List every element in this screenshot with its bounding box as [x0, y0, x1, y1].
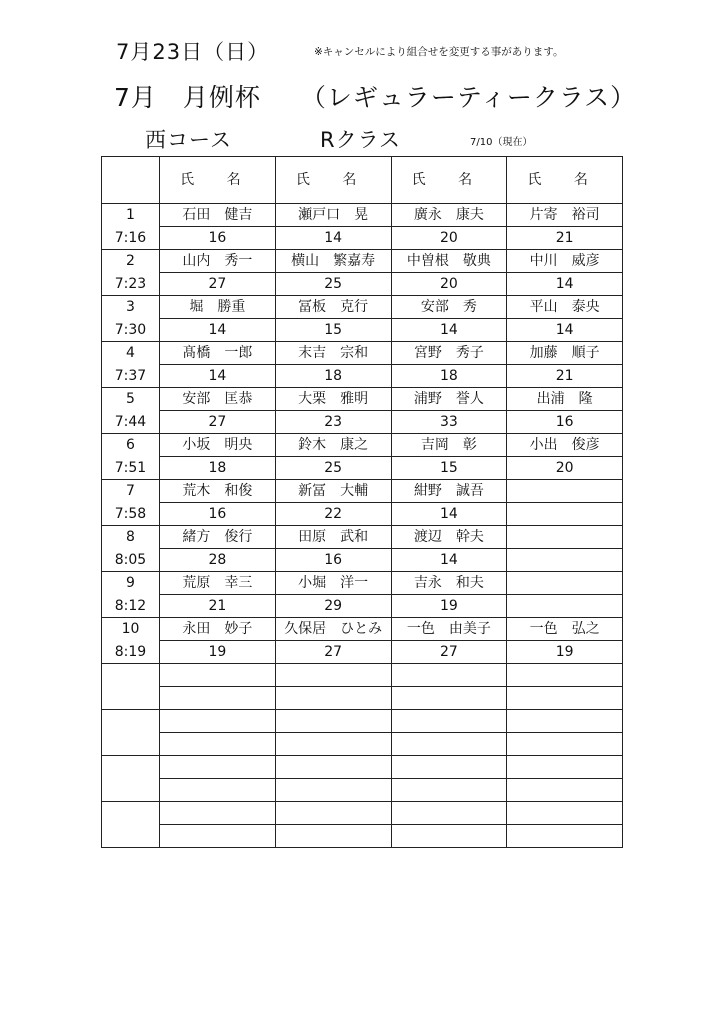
- player-handicap: 25: [275, 273, 391, 296]
- player-handicap: [160, 779, 276, 802]
- group-number: 4: [102, 342, 160, 365]
- group-name-row: [102, 250, 623, 273]
- player-name: 末吉 宗和: [275, 342, 391, 365]
- pairing-table: [101, 156, 623, 848]
- player-handicap: 20: [391, 227, 507, 250]
- player-name: 田原 武和: [275, 526, 391, 549]
- group-number: 2: [102, 250, 160, 273]
- group-number: [102, 802, 160, 825]
- player-name: 一色 弘之: [507, 618, 623, 641]
- player-name: 新冨 大輔: [275, 480, 391, 503]
- player-name: [160, 664, 276, 687]
- player-name: 吉岡 彰: [391, 434, 507, 457]
- player-handicap: 14: [391, 549, 507, 572]
- player-handicap: [275, 825, 391, 848]
- player-name: [160, 802, 276, 825]
- player-name: 冨板 克行: [275, 296, 391, 319]
- player-name: 廣永 康夫: [391, 204, 507, 227]
- player-name: [391, 664, 507, 687]
- player-handicap: 27: [275, 641, 391, 664]
- group-name-row: [102, 342, 623, 365]
- player-handicap: 14: [160, 319, 276, 342]
- player-name: [275, 756, 391, 779]
- player-handicap: [507, 549, 623, 572]
- group-number: [102, 710, 160, 733]
- player-name: [507, 480, 623, 503]
- player-name: 大栗 雅明: [275, 388, 391, 411]
- title-event: 月例杯: [182, 83, 261, 112]
- player-handicap: 14: [275, 227, 391, 250]
- as-of-date: 7/10（現在）: [470, 137, 533, 148]
- player-name: 永田 妙子: [160, 618, 276, 641]
- player-name: 一色 由美子: [391, 618, 507, 641]
- player-name: 片寄 裕司: [507, 204, 623, 227]
- player-handicap: 22: [275, 503, 391, 526]
- player-name: [391, 710, 507, 733]
- player-name: [275, 664, 391, 687]
- group-score-row: [102, 457, 623, 480]
- player-handicap: 19: [160, 641, 276, 664]
- player-name: 浦野 誉人: [391, 388, 507, 411]
- table-header-row: [102, 157, 623, 204]
- player-handicap: 16: [160, 227, 276, 250]
- event-date: 7月23日（日）: [116, 40, 270, 64]
- group-number: 7: [102, 480, 160, 503]
- player-name: 小出 俊彦: [507, 434, 623, 457]
- player-handicap: 29: [275, 595, 391, 618]
- group-number: [102, 756, 160, 779]
- group-number: 10: [102, 618, 160, 641]
- player-handicap: [507, 733, 623, 756]
- player-handicap: 21: [507, 227, 623, 250]
- player-name: [275, 802, 391, 825]
- group-number: 5: [102, 388, 160, 411]
- tee-time: 8:05: [102, 549, 160, 572]
- player-handicap: 14: [507, 273, 623, 296]
- player-name: 髙橋 一郎: [160, 342, 276, 365]
- tee-time: [102, 733, 160, 756]
- change-notice: ※キャンセルにより組合せを変更する事があります。: [314, 46, 564, 58]
- player-handicap: 28: [160, 549, 276, 572]
- tee-time: [102, 779, 160, 802]
- tee-time: 7:37: [102, 365, 160, 388]
- player-handicap: 25: [275, 457, 391, 480]
- player-handicap: 14: [507, 319, 623, 342]
- player-name: 鈴木 康之: [275, 434, 391, 457]
- group-name-row: [102, 710, 623, 733]
- player-handicap: [507, 779, 623, 802]
- player-handicap: 23: [275, 411, 391, 434]
- player-name: 横山 繁嘉寿: [275, 250, 391, 273]
- player-handicap: 14: [391, 503, 507, 526]
- player-handicap: [391, 733, 507, 756]
- page-title: [114, 78, 636, 114]
- player-name: [160, 756, 276, 779]
- player-name: 宮野 秀子: [391, 342, 507, 365]
- player-handicap: 33: [391, 411, 507, 434]
- player-name: [391, 756, 507, 779]
- tee-time: 7:16: [102, 227, 160, 250]
- player-name: 安部 匡恭: [160, 388, 276, 411]
- group-name-row: [102, 526, 623, 549]
- player-name: 荒木 和俊: [160, 480, 276, 503]
- group-score-row: [102, 641, 623, 664]
- player-handicap: [391, 779, 507, 802]
- group-score-row: [102, 825, 623, 848]
- column-header-name: 氏 名: [391, 157, 507, 204]
- tee-time: 8:12: [102, 595, 160, 618]
- player-name: 小堀 洋一: [275, 572, 391, 595]
- group-name-row: [102, 434, 623, 457]
- player-name: [507, 664, 623, 687]
- group-score-row: [102, 687, 623, 710]
- column-header-name: 氏 名: [275, 157, 391, 204]
- class-label: Rクラス: [320, 128, 401, 152]
- player-handicap: [507, 687, 623, 710]
- tee-time: 7:23: [102, 273, 160, 296]
- player-name: 石田 健吉: [160, 204, 276, 227]
- group-name-row: [102, 756, 623, 779]
- player-name: [507, 710, 623, 733]
- player-name: 小坂 明央: [160, 434, 276, 457]
- player-name: 渡辺 幹夫: [391, 526, 507, 549]
- player-handicap: [507, 825, 623, 848]
- player-handicap: [160, 687, 276, 710]
- player-handicap: 18: [160, 457, 276, 480]
- player-handicap: 27: [160, 411, 276, 434]
- player-name: 吉永 和夫: [391, 572, 507, 595]
- player-name: 堀 勝重: [160, 296, 276, 319]
- player-handicap: [275, 733, 391, 756]
- column-header-name: 氏 名: [507, 157, 623, 204]
- player-handicap: 19: [391, 595, 507, 618]
- column-header-name: 氏 名: [160, 157, 276, 204]
- player-name: [160, 710, 276, 733]
- group-score-row: [102, 779, 623, 802]
- player-name: 山内 秀一: [160, 250, 276, 273]
- group-number: 6: [102, 434, 160, 457]
- player-handicap: 18: [391, 365, 507, 388]
- player-name: [391, 802, 507, 825]
- player-name: 中川 威彦: [507, 250, 623, 273]
- player-name: 久保居 ひとみ: [275, 618, 391, 641]
- group-score-row: [102, 549, 623, 572]
- tee-time: 8:19: [102, 641, 160, 664]
- tee-time: [102, 825, 160, 848]
- player-handicap: 14: [391, 319, 507, 342]
- player-name: [275, 710, 391, 733]
- player-handicap: [160, 825, 276, 848]
- group-name-row: [102, 388, 623, 411]
- player-handicap: [391, 687, 507, 710]
- group-name-row: [102, 618, 623, 641]
- player-handicap: 15: [275, 319, 391, 342]
- group-name-row: [102, 296, 623, 319]
- player-handicap: 20: [507, 457, 623, 480]
- tee-time: 7:51: [102, 457, 160, 480]
- player-handicap: [275, 687, 391, 710]
- player-handicap: 20: [391, 273, 507, 296]
- course-name: 西コース: [145, 128, 232, 152]
- player-name: 出浦 隆: [507, 388, 623, 411]
- tee-time: 7:30: [102, 319, 160, 342]
- group-score-row: [102, 411, 623, 434]
- player-name: 加藤 順子: [507, 342, 623, 365]
- group-number: 3: [102, 296, 160, 319]
- group-name-row: [102, 802, 623, 825]
- player-handicap: 14: [160, 365, 276, 388]
- group-name-row: [102, 204, 623, 227]
- tee-time: 7:58: [102, 503, 160, 526]
- player-handicap: 27: [391, 641, 507, 664]
- pairing-table-body: [102, 157, 623, 848]
- player-name: 紺野 誠吾: [391, 480, 507, 503]
- player-handicap: 16: [275, 549, 391, 572]
- title-month: 7月: [114, 83, 157, 112]
- player-name: [507, 756, 623, 779]
- group-score-row: [102, 503, 623, 526]
- player-name: 平山 泰央: [507, 296, 623, 319]
- tee-time: [102, 687, 160, 710]
- player-name: 安部 秀: [391, 296, 507, 319]
- player-name: 瀬戸口 晃: [275, 204, 391, 227]
- player-handicap: 15: [391, 457, 507, 480]
- player-handicap: 21: [160, 595, 276, 618]
- header-blank-cell: [102, 157, 160, 204]
- player-name: [507, 802, 623, 825]
- player-handicap: 18: [275, 365, 391, 388]
- tee-time: 7:44: [102, 411, 160, 434]
- player-name: 荒原 幸三: [160, 572, 276, 595]
- player-handicap: 16: [507, 411, 623, 434]
- player-handicap: [391, 825, 507, 848]
- player-name: [507, 526, 623, 549]
- group-name-row: [102, 664, 623, 687]
- player-handicap: [507, 503, 623, 526]
- group-score-row: [102, 319, 623, 342]
- group-number: 8: [102, 526, 160, 549]
- player-handicap: [275, 779, 391, 802]
- group-score-row: [102, 273, 623, 296]
- player-handicap: 16: [160, 503, 276, 526]
- group-name-row: [102, 480, 623, 503]
- player-name: 中曽根 敬典: [391, 250, 507, 273]
- group-number: 9: [102, 572, 160, 595]
- player-name: 緒方 俊行: [160, 526, 276, 549]
- group-score-row: [102, 733, 623, 756]
- group-number: [102, 664, 160, 687]
- group-score-row: [102, 227, 623, 250]
- player-name: [507, 572, 623, 595]
- group-score-row: [102, 365, 623, 388]
- player-handicap: [507, 595, 623, 618]
- player-handicap: 19: [507, 641, 623, 664]
- title-class: （レギュラーティークラス）: [300, 83, 637, 112]
- group-number: 1: [102, 204, 160, 227]
- group-score-row: [102, 595, 623, 618]
- group-name-row: [102, 572, 623, 595]
- player-handicap: 21: [507, 365, 623, 388]
- player-handicap: 27: [160, 273, 276, 296]
- player-handicap: [160, 733, 276, 756]
